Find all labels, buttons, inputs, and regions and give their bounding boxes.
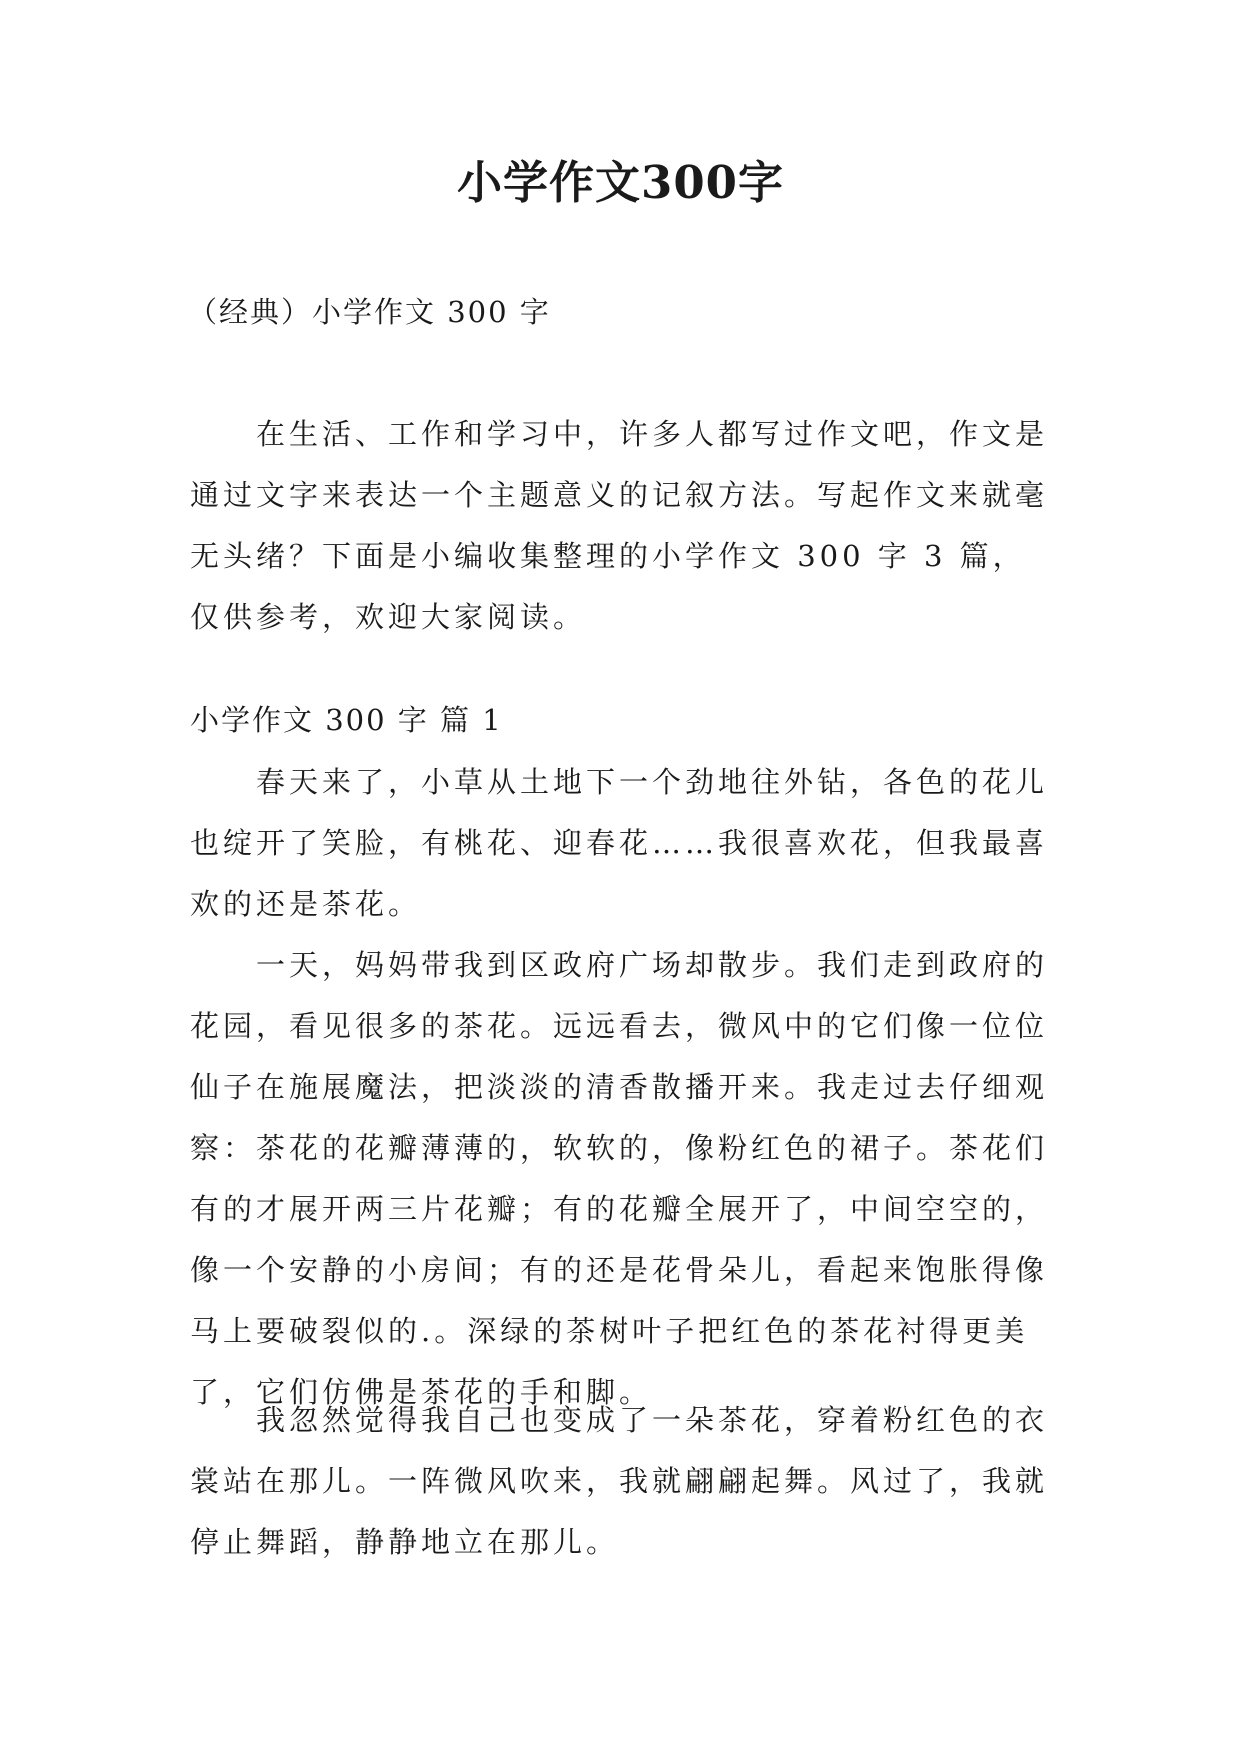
document-title: 小学作文300字 bbox=[457, 156, 784, 209]
intro-paragraph: 在生活、工作和学习中，许多人都写过作文吧，作文是通过文字来表达一个主题意义的记叙方法。写起作文来就毫无头绪？下面是小编收集整理的小学作文 300 字 3 篇，仅供参考，欢迎大家阅读。 bbox=[190, 417, 1049, 634]
section-heading: 小学作文 300 字 篇 1 bbox=[190, 703, 503, 737]
body-paragraph: 一天，妈妈带我到区政府广场却散步。我们走到政府的花园，看见很多的茶花。远远看去，微风中的它们像一位位仙子在施展魔法，把淡淡的清香散播开来。我走过去仔细观察：茶花的花瓣薄薄的，软软的，像粉红色的裙子。茶花们有的才展开两三片花瓣；有的花瓣全展开了，中间空空的，像一个安静的小房间；有的还是花骨朵儿，看起来饱胀得像马上要破裂似的.。深绿的茶树叶子把红色的茶花衬得更美了，它们仿佛是茶花的手和脚。 bbox=[190, 948, 1049, 1409]
body-paragraph: 我忽然觉得我自己也变成了一朵茶花，穿着粉红色的衣裳站在那儿。一阵微风吹来，我就翩翩起舞。风过了，我就停止舞蹈，静静地立在那儿。 bbox=[190, 1403, 1049, 1559]
document-subtitle: （经典）小学作文 300 字 bbox=[188, 295, 551, 329]
body-paragraph: 春天来了，小草从土地下一个劲地往外钻，各色的花儿也绽开了笑脸，有桃花、迎春花……我很喜欢花，但我最喜欢的还是茶花。 bbox=[190, 765, 1049, 921]
